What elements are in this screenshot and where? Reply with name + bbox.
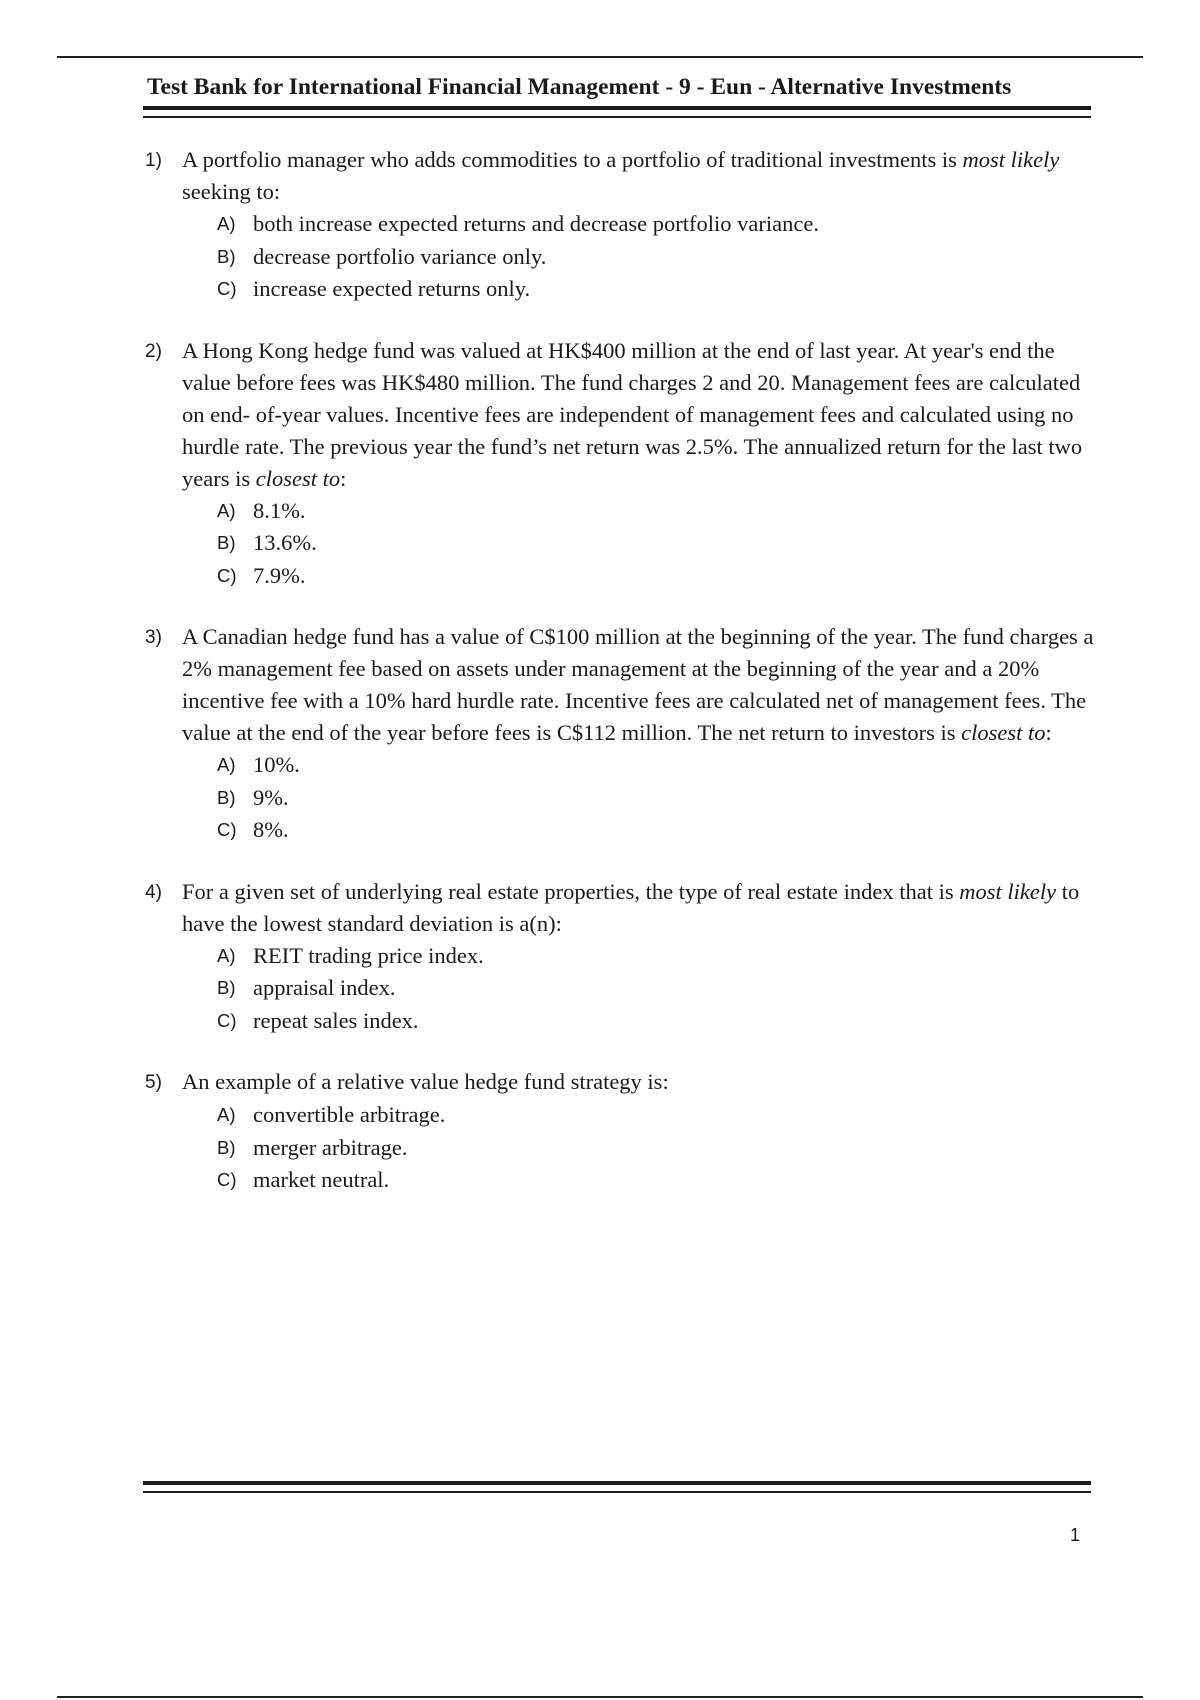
option-letter: A) <box>217 1104 236 1126</box>
answer-option-b <box>217 241 1095 274</box>
answer-option-b <box>217 782 1095 815</box>
option-text: 8.1%. <box>253 497 306 523</box>
header-double-rule <box>143 106 1091 118</box>
option-text: decrease portfolio variance only. <box>253 243 547 269</box>
answer-option-a <box>217 495 1095 528</box>
answer-option-b <box>217 527 1095 560</box>
document-header-title: Test Bank for International Financial Management - 9 - Eun - Alternative Investments <box>147 74 1012 100</box>
answer-option-b <box>217 972 1095 1005</box>
option-letter: A) <box>217 499 236 521</box>
option-text: repeat sales index. <box>253 1007 419 1033</box>
question-list <box>145 144 1095 1226</box>
answer-option-b <box>217 1132 1095 1165</box>
option-letter: C) <box>217 1169 237 1191</box>
option-letter: A) <box>217 754 236 776</box>
answer-options <box>145 749 1095 847</box>
option-letter: A) <box>217 213 236 235</box>
question-4 <box>145 876 1095 1038</box>
page-number: 1 <box>1070 1525 1081 1545</box>
question-5 <box>145 1066 1095 1197</box>
option-letter: B) <box>217 532 236 554</box>
page-bottom-rule <box>57 1696 1143 1698</box>
answer-options <box>145 1099 1095 1197</box>
option-text: 7.9%. <box>253 562 306 588</box>
question-number: 5) <box>145 1072 162 1093</box>
answer-options <box>145 940 1095 1038</box>
question-stem: For a given set of underlying real estate properties, the type of real estate index that is most likely to have the lowest standard deviation is a(n): <box>182 878 1080 936</box>
answer-option-a <box>217 749 1095 782</box>
option-letter: C) <box>217 819 237 841</box>
answer-option-a <box>217 940 1095 973</box>
question-1 <box>145 144 1095 306</box>
option-letter: C) <box>217 1009 237 1031</box>
option-letter: C) <box>217 278 237 300</box>
question-number: 4) <box>145 881 162 903</box>
option-letter: C) <box>217 564 237 586</box>
option-text: 10%. <box>253 752 300 778</box>
question-number: 2) <box>145 340 162 362</box>
question-number: 1) <box>145 150 162 171</box>
question-stem: A Hong Kong hedge fund was valued at HK$400 million at the end of last year. At year's end the value before fees was HK$480 million. The fund charges 2 and 20. Management fees are calculated on end- of-year values. Incentive fees are independent of management fees and calculated using no hurdle rate. The previous year the fund’s net return was 2.5%. The annualized return for the last two years is closest to: <box>182 337 1083 491</box>
question-stem: A portfolio manager who adds commodities to a portfolio of traditional investments is most likely seeking to: <box>182 147 1060 204</box>
option-text: REIT trading price index. <box>253 942 484 968</box>
answer-option-a <box>217 1099 1095 1132</box>
footer-double-rule <box>143 1481 1091 1493</box>
option-letter: A) <box>217 944 236 966</box>
answer-option-c <box>217 560 1095 593</box>
option-letter: B) <box>217 1136 236 1158</box>
page-top-rule <box>57 56 1143 58</box>
answer-option-c <box>217 1005 1095 1038</box>
question-stem: An example of a relative value hedge fund strategy is: <box>182 1069 669 1094</box>
question-stem: A Canadian hedge fund has a value of C$100 million at the beginning of the year. The fund charges a 2% management fee based on assets under management at the beginning of the year and a 20% incentive fee with a 10% hard hurdle rate. Incentive fees are calculated net of management fees. The value at the end of the year before fees is C$112 million. The net return to investors is closest to: <box>182 624 1094 745</box>
answer-option-c <box>217 814 1095 847</box>
option-text: 13.6%. <box>253 530 317 556</box>
option-text: 8%. <box>253 817 289 843</box>
question-number: 3) <box>145 627 162 648</box>
option-text: convertible arbitrage. <box>253 1102 446 1128</box>
question-2 <box>145 335 1095 593</box>
option-text: market neutral. <box>253 1167 390 1193</box>
answer-option-c <box>217 273 1095 306</box>
option-text: 9%. <box>253 784 289 810</box>
option-text: both increase expected returns and decrease portfolio variance. <box>253 211 819 237</box>
answer-options <box>145 208 1095 306</box>
answer-option-a <box>217 208 1095 241</box>
question-3 <box>145 621 1095 847</box>
option-letter: B) <box>217 977 236 999</box>
option-letter: B) <box>217 245 236 267</box>
answer-option-c <box>217 1164 1095 1197</box>
answer-options <box>145 495 1095 593</box>
option-text: increase expected returns only. <box>253 276 531 302</box>
option-text: merger arbitrage. <box>253 1134 408 1160</box>
option-letter: B) <box>217 786 236 808</box>
option-text: appraisal index. <box>253 975 396 1001</box>
